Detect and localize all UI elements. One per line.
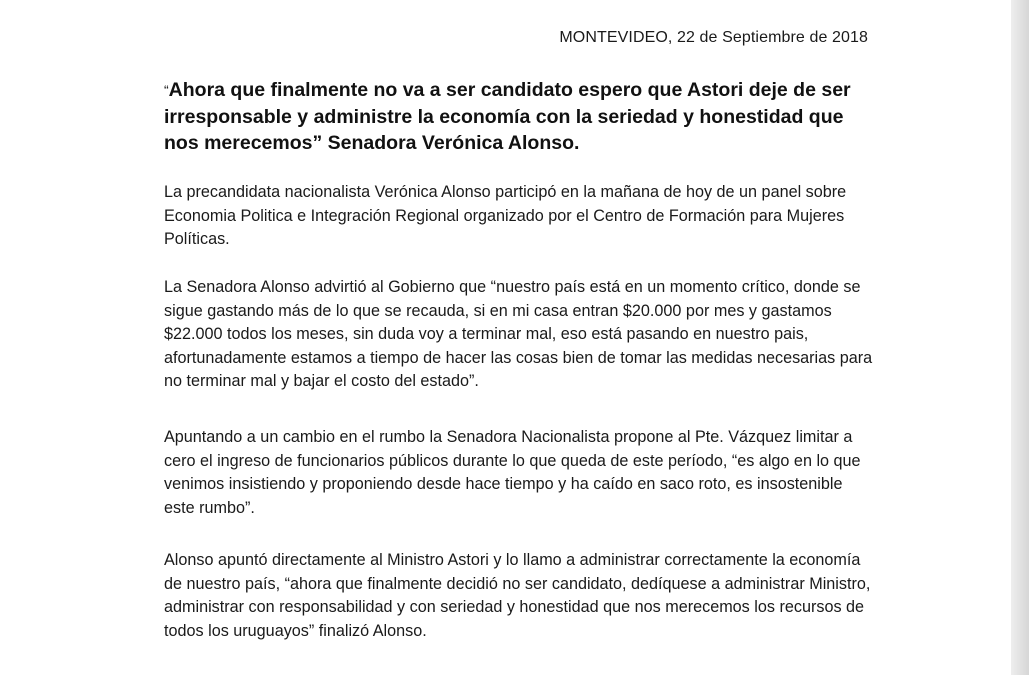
headline-open-quote: “ xyxy=(164,82,169,98)
paragraph-intro: La precandidata nacionalista Verónica Alonso participó en la mañana de hoy de un panel sobre Economia Politica e Integración Regional organizado por el Centro de Formación para Mujeres Políticas. xyxy=(164,183,847,248)
dateline: MONTEVIDEO, 22 de Septiembre de 2018 xyxy=(559,29,868,46)
window-scrollbar[interactable] xyxy=(1011,0,1029,675)
paragraph-warning: La Senadora Alonso advirtió al Gobierno que “nuestro país está en un momento crítico, donde se sigue gastando más de lo que se recauda, si en mi casa entran $20.000 por mes y gastamos $22.000 todos los meses, sin duda voy a terminar mal, eso está pasando en nuestro pais, afortunadamente estamos a tiempo de hacer las cosas bien de tomar las medidas necesarias para no terminar mal y bajar el costo del estado”. xyxy=(164,278,873,390)
headline-text: Ahora que finalmente no va a ser candidato espero que Astori deje de ser irresponsable y administre la economía con la seriedad y honestidad que nos merecemos” Senadora Verónica Alonso. xyxy=(164,79,851,154)
headline xyxy=(164,77,876,157)
paragraph-proposal: Apuntando a un cambio en el rumbo la Senadora Nacionalista propone al Pte. Vázquez limitar a cero el ingreso de funcionarios públicos durante lo que queda de este período, “es algo en lo que venimos insistiendo y proponiendo desde hace tiempo y ha caído en saco roto, es insostenible este rumbo”. xyxy=(164,428,861,517)
paragraph-closing: Alonso apuntó directamente al Ministro Astori y lo llamo a administrar correctamente la economía de nuestro país, “ahora que finalmente decidió no ser candidato, dedíquese a administrar Ministro, administrar con responsabilidad y con seriedad y honestidad que nos merecemos los recursos de todos los uruguayos” finalizó Alonso. xyxy=(164,551,871,640)
